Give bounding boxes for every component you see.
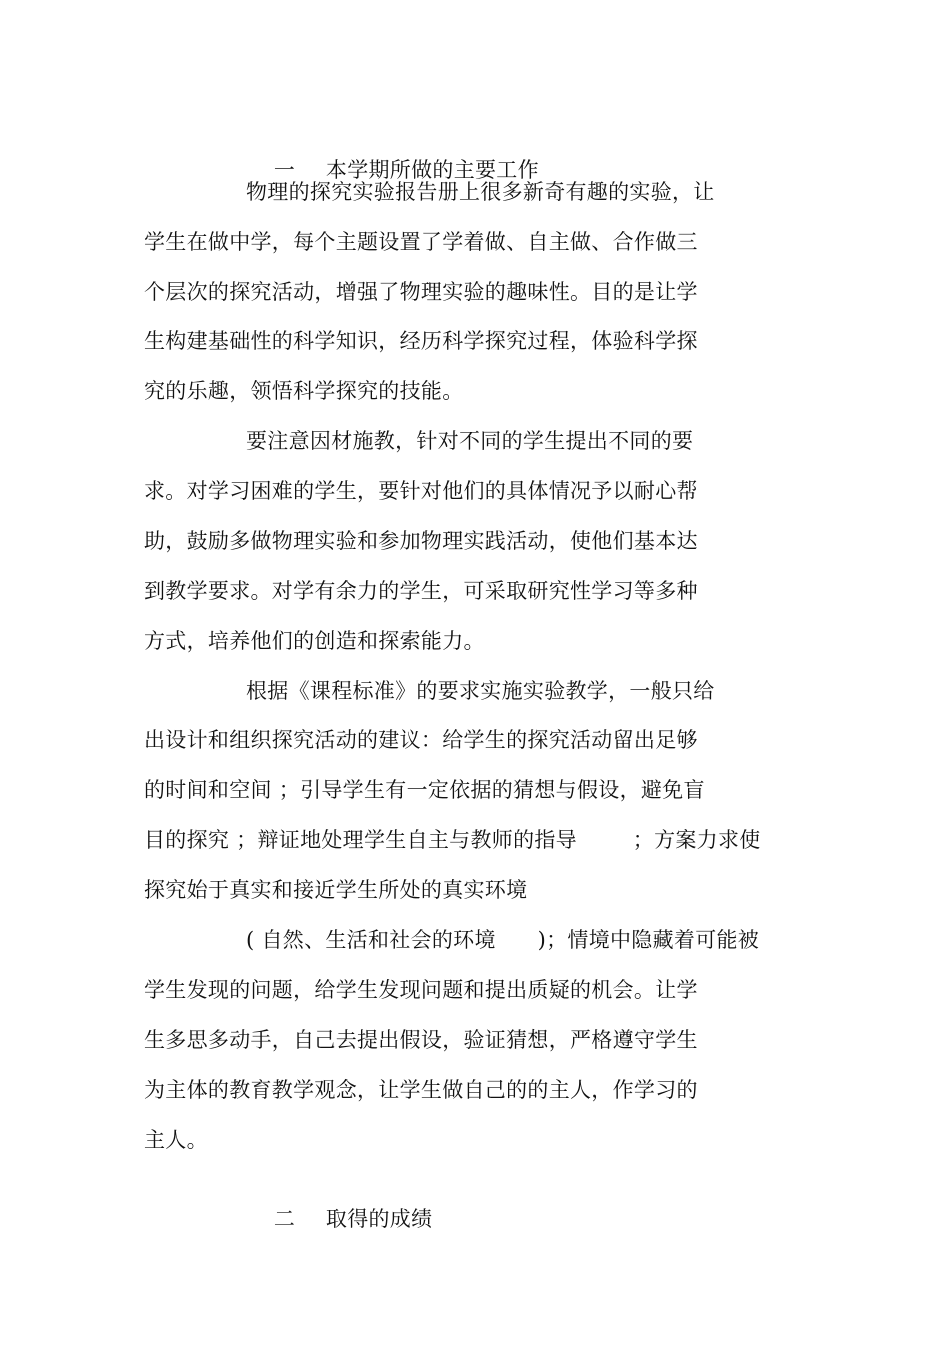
section-number: 一 <box>273 158 296 182</box>
paragraph-line: ( 自然、生活和社会的环境 )；情境中隐藏着可能被 <box>246 928 760 952</box>
paragraph-line: 到教学要求。对学有余力的学生，可采取研究性学习等多种 <box>144 579 698 603</box>
paragraph-line: 个层次的探究活动，增强了物理实验的趣味性。目的是让学 <box>144 280 698 304</box>
paragraph-line: 目的探究 ；辩证地处理学生自主与教师的指导 ；方案力求使 <box>144 828 761 852</box>
paragraph-line: 出设计和组织探究活动的建议：给学生的探究活动留出足够 <box>144 728 698 752</box>
section-title: 本学期所做的主要工作 <box>325 158 539 182</box>
paragraph-line: 学生在做中学，每个主题设置了学着做、自主做、合作做三 <box>144 230 698 254</box>
paragraph-line: 物理的探究实验报告册上很多新奇有趣的实验，让 <box>246 180 715 204</box>
paragraph-line: 究的乐趣，领悟科学探究的技能。 <box>144 379 464 403</box>
paragraph-line: 生构建基础性的科学知识，经历科学探究过程，体验科学探 <box>144 329 698 353</box>
paragraph-line: 为主体的教育教学观念，让学生做自己的的主人，作学习的 <box>144 1078 698 1102</box>
paragraph-line: 主人。 <box>144 1128 208 1152</box>
section-number: 二 <box>273 1207 296 1231</box>
section-heading-2 <box>246 1177 432 1261</box>
paragraph-line: 方式，培养他们的创造和探索能力。 <box>144 629 485 653</box>
paragraph-line: 的时间和空间 ；引导学生有一定依据的猜想与假设，避免盲 <box>144 778 705 802</box>
paragraph-line: 根据《课程标准》的要求实施实验教学，一般只给 <box>246 679 715 703</box>
paragraph-line: 求。对学习困难的学生，要针对他们的具体情况予以耐心帮 <box>144 479 698 503</box>
paragraph-line: 生多思多动手，自己去提出假设，验证猜想，严格遵守学生 <box>144 1028 698 1052</box>
section-title: 取得的成绩 <box>325 1207 433 1231</box>
paragraph-line: 学生发现的问题，给学生发现问题和提出质疑的机会。让学 <box>144 978 698 1002</box>
paragraph-line: 探究始于真实和接近学生所处的真实环境 <box>144 878 528 902</box>
paragraph-line: 助，鼓励多做物理实验和参加物理实践活动，使他们基本达 <box>144 529 698 553</box>
paragraph-line: 要注意因材施教，针对不同的学生提出不同的要 <box>246 429 694 453</box>
